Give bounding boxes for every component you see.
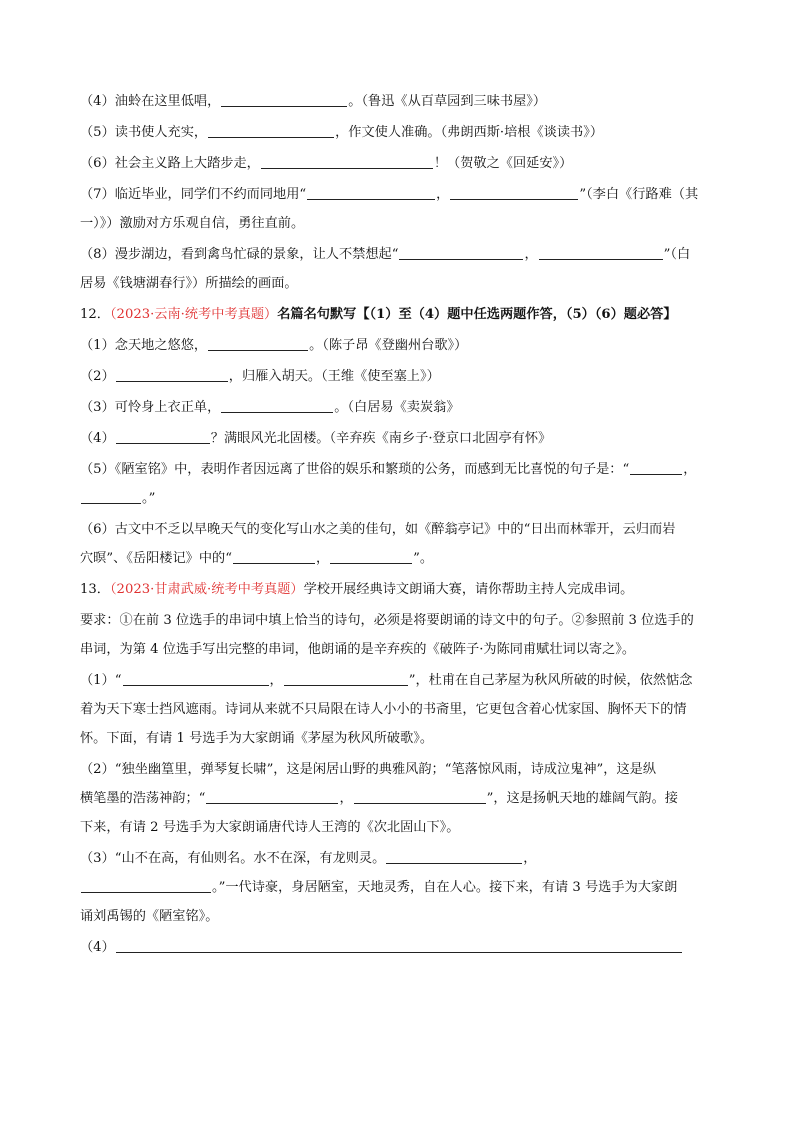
answer-blank[interactable] bbox=[208, 124, 334, 138]
answer-blank[interactable] bbox=[261, 155, 433, 169]
q11-item-6: （6）社会主义路上大踏步走， ！（贺敬之《回延安》） bbox=[80, 156, 573, 171]
answer-blank[interactable] bbox=[208, 337, 308, 351]
answer-blank[interactable] bbox=[221, 399, 333, 413]
q13-part-1-cont: 着为天下寒士挡风遮雨。诗词从来就不只局限在诗人小小的书斋里，它更包含着心忧家国、胸怀天下的情 bbox=[80, 702, 687, 717]
q12-source: （2023·云南·统考中考真题） bbox=[109, 307, 278, 322]
answer-blank[interactable] bbox=[206, 790, 338, 804]
answer-blank[interactable] bbox=[284, 672, 408, 686]
q13-part-1-cont2: 怀。下面，有请 1 号选手为大家朗诵《茅屋为秋风所破歌》。 bbox=[80, 731, 434, 746]
answer-blank[interactable] bbox=[116, 368, 228, 382]
q11-item-7: （7）临近毕业，同学们不约而同地用“ ， ”（李白《行路难（其 bbox=[80, 187, 699, 202]
q11-item-5: （5）读书使人充实， ，作文使人准确。（弗朗西斯·培根《谈读书》） bbox=[80, 125, 604, 140]
q12-item-2: （2） ，归雁入胡天。（王维《使至塞上》） bbox=[80, 369, 440, 384]
answer-blank[interactable] bbox=[450, 186, 578, 200]
answer-blank[interactable] bbox=[81, 490, 141, 504]
q13-requirement-cont: 串词，为第 4 位选手写出完整的串词，他朗诵的是辛弃疾的《破阵子·为陈同甫赋壮词以寄之》。 bbox=[80, 642, 636, 657]
answer-blank[interactable] bbox=[330, 550, 412, 564]
q11-item-4: （4）油蛉在这里低唱， 。（鲁迅《从百草园到三味书屋》） bbox=[80, 94, 547, 109]
answer-blank[interactable] bbox=[221, 93, 347, 107]
answer-blank[interactable] bbox=[539, 246, 663, 260]
q13-part-4: （4） bbox=[80, 938, 730, 957]
q11-item-7-cont: 一）》）激励对方乐观自信，勇往直前。 bbox=[80, 216, 305, 231]
q13-header: 13．（2023·甘肃武威·统考中考真题）学校开展经典诗文朗诵大赛，请你帮助主持人完成串词。 bbox=[80, 582, 634, 597]
q13-source: （2023·甘肃武威·统考中考真题） bbox=[109, 582, 304, 597]
q12-item-5-cont: 。” bbox=[80, 489, 730, 508]
q12-item-3: （3）可怜身上衣正单， 。（白居易《卖炭翁》 bbox=[80, 400, 460, 415]
document-page bbox=[80, 92, 730, 957]
answer-blank[interactable] bbox=[630, 461, 682, 475]
answer-blank[interactable] bbox=[116, 430, 210, 444]
q13-part-2-cont2: 下来，有请 2 号选手为大家朗诵唐代诗人王湾的《次北固山下》。 bbox=[80, 820, 460, 835]
answer-blank[interactable] bbox=[233, 550, 315, 564]
q13-requirement: 要求：①在前 3 位选手的串词中填上恰当的诗句，必须是将要朗诵的诗文中的句子。②参照前 3 位选手的 bbox=[80, 613, 694, 628]
q11-item-8-cont: 居易《钱塘湖春行》）所描绘的画面。 bbox=[80, 276, 298, 291]
q13-part-1: （1）“ ， ”，杜甫在自己茅屋为秋风所破的时候，依然惦念 bbox=[80, 673, 693, 688]
q12-item-5: （5）《陋室铭》中，表明作者因远离了世俗的娱乐和繁琐的公务，而感到无比喜悦的句子是：“ ， bbox=[80, 462, 697, 477]
q13-part-3-cont2: 诵刘禹锡的《陋室铭》。 bbox=[80, 909, 219, 924]
answer-blank[interactable] bbox=[123, 672, 269, 686]
answer-blank[interactable] bbox=[386, 850, 522, 864]
q11-item-8: （8）漫步湖边，看到禽鸟忙碌的景象，让人不禁想起“ ， ”（白 bbox=[80, 247, 691, 262]
q13-part-3: （3）“山不在高，有仙则名。水不在深，有龙则灵。 ， bbox=[80, 851, 537, 866]
answer-blank[interactable] bbox=[81, 879, 211, 893]
q12-item-1: （1）念天地之悠悠， 。（陈子昂《登幽州台歌》） bbox=[80, 338, 468, 353]
q13-part-3-cont: 。”一代诗豪，身居陋室，天地灵秀，自在人心。接下来，有请 3 号选手为大家朗 bbox=[80, 878, 730, 897]
q13-part-2-cont: 横笔墨的浩荡神韵；“ ， ”，这是扬帆天地的雄阔气韵。接 bbox=[80, 791, 678, 806]
q12-header: 12．（2023·云南·统考中考真题）名篇名句默写【（1）至（4）题中任选两题作答，（5）（6）题必答】 bbox=[80, 307, 677, 322]
answer-blank[interactable] bbox=[399, 246, 523, 260]
q12-item-6-cont: 穴暝”、《岳阳楼记》中的“ ， ”。 bbox=[80, 551, 434, 566]
answer-blank[interactable] bbox=[116, 939, 682, 953]
q12-item-6: （6）古文中不乏以早晚天气的变化写山水之美的佳句，如《醉翁亭记》中的“日出而林霏开，云归而岩 bbox=[80, 522, 676, 537]
q12-item-4: （4） ？满眼风光北固楼。（辛弃疾《南乡子·登京口北固亭有怀》 bbox=[80, 431, 552, 446]
q13-part-2: （2）“独坐幽篁里，弹琴复长啸”，这是闲居山野的典雅风韵；“笔落惊风雨，诗成泣鬼神”，这是纵 bbox=[80, 762, 657, 777]
answer-blank[interactable] bbox=[307, 186, 435, 200]
answer-blank[interactable] bbox=[354, 790, 486, 804]
